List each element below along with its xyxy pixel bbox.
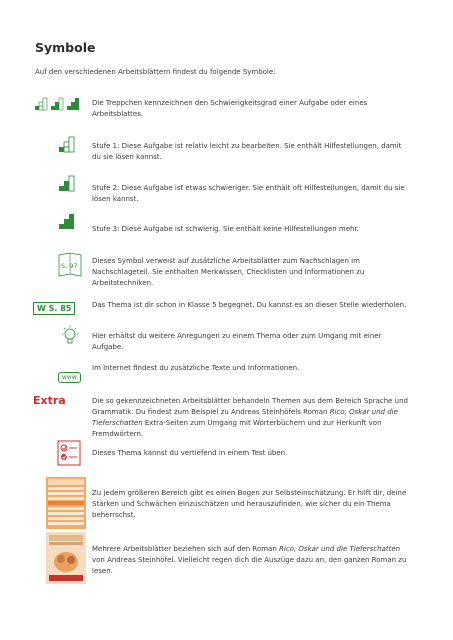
symbol-description: Zu jedem größeren Bereich gibt es einen Bogen zur Selbsteinschätzung. Er hilft dir, deine Stärken und Schwächen einzuschätzen und herauszufinden, wie sicher du ein Thema beherrschst. — [92, 489, 407, 519]
stairs-level-1-icon — [58, 135, 76, 157]
novel-cover-icon — [46, 532, 86, 588]
description-text: Die so gekennzeichneten Arbeitsblätter behandeln Themen aus dem Bereich Sprache und Grammatik. Du findest zum Beispiel zu Andreas Steinhöfels Roman — [92, 397, 409, 416]
description-text: Mehrere Arbeitsblätter beziehen sich auf den Roman — [92, 545, 280, 553]
description-text: von Andreas Steinhöfel. Vielleicht regen dich die Auszüge dazu an, den ganzen Roman zu lesen. — [92, 556, 407, 575]
symbol-description: Dieses Symbol verweist auf zusätzliche Arbeitsblätter zum Nachschlagen im Nachschlageteil. Sie enthalten Merkwissen, Checklisten und Informationen zu Arbeitstechniken. — [92, 257, 365, 287]
symbol-description — [92, 396, 412, 440]
novel-title: Rico, Oskar und die Tieferschatten — [279, 545, 401, 553]
test-checklist-icon — [57, 440, 81, 470]
repeat-topic-icon — [33, 296, 75, 315]
symbol-description: Das Thema ist dir schon in Klasse 5 begegnet. Du kannst es an dieser Stelle wiederholen. — [92, 301, 407, 309]
www-icon — [58, 364, 81, 383]
description-text: Extra-Seiten zum Umgang mit Wörterbüchern und zur Herkunft von Fremdwörtern. — [92, 419, 382, 438]
symbol-description: Die Treppchen kennzeichnen den Schwierigkeitsgrad einer Aufgabe oder eines Arbeitsblattes. — [92, 99, 368, 118]
stairs-level-3-icon — [58, 212, 76, 234]
symbol-description: Dieses Thema kannst du vertiefend in einem Test üben. — [92, 449, 288, 457]
page-reference-icon — [58, 252, 82, 282]
symbol-description: Stufe 1: Diese Aufgabe ist relativ leicht zu bearbeiten. Sie enthält Hilfestellungen, damit du sie lösen kannst. — [92, 142, 402, 161]
novel-title: Rico, Oskar und die Tieferschatten — [92, 408, 398, 427]
stairs-all-icon — [35, 96, 81, 115]
www-label: www — [58, 372, 81, 383]
symbol-description: Hier erhältst du weitere Anregungen zu einem Thema oder zum Umgang mit einer Aufgabe. — [92, 332, 382, 351]
page-reference-label: S. 97 — [61, 262, 78, 270]
symbol-description — [92, 544, 412, 577]
self-assessment-sheet-icon — [46, 477, 86, 533]
repeat-topic-label: W S. 85 — [33, 302, 75, 315]
lightbulb-icon — [60, 325, 80, 351]
stairs-level-2-icon — [58, 174, 76, 196]
symbol-description: Im Internet findest du zusätzliche Texte und Informationen. — [92, 364, 300, 372]
page-title: Symbole — [35, 40, 96, 55]
symbol-description: Stufe 3: Diese Aufgabe ist schwierig. Sie enthält keine Hilfestellungen mehr. — [92, 225, 359, 233]
symbol-description: Stufe 2: Diese Aufgabe ist etwas schwieriger. Sie enthält oft Hilfestellungen, damit du sie lösen kannst. — [92, 184, 405, 203]
extra-label: Extra — [33, 394, 66, 407]
intro-text: Auf den verschiedenen Arbeitsblättern findest du folgende Symbole: — [35, 68, 276, 76]
